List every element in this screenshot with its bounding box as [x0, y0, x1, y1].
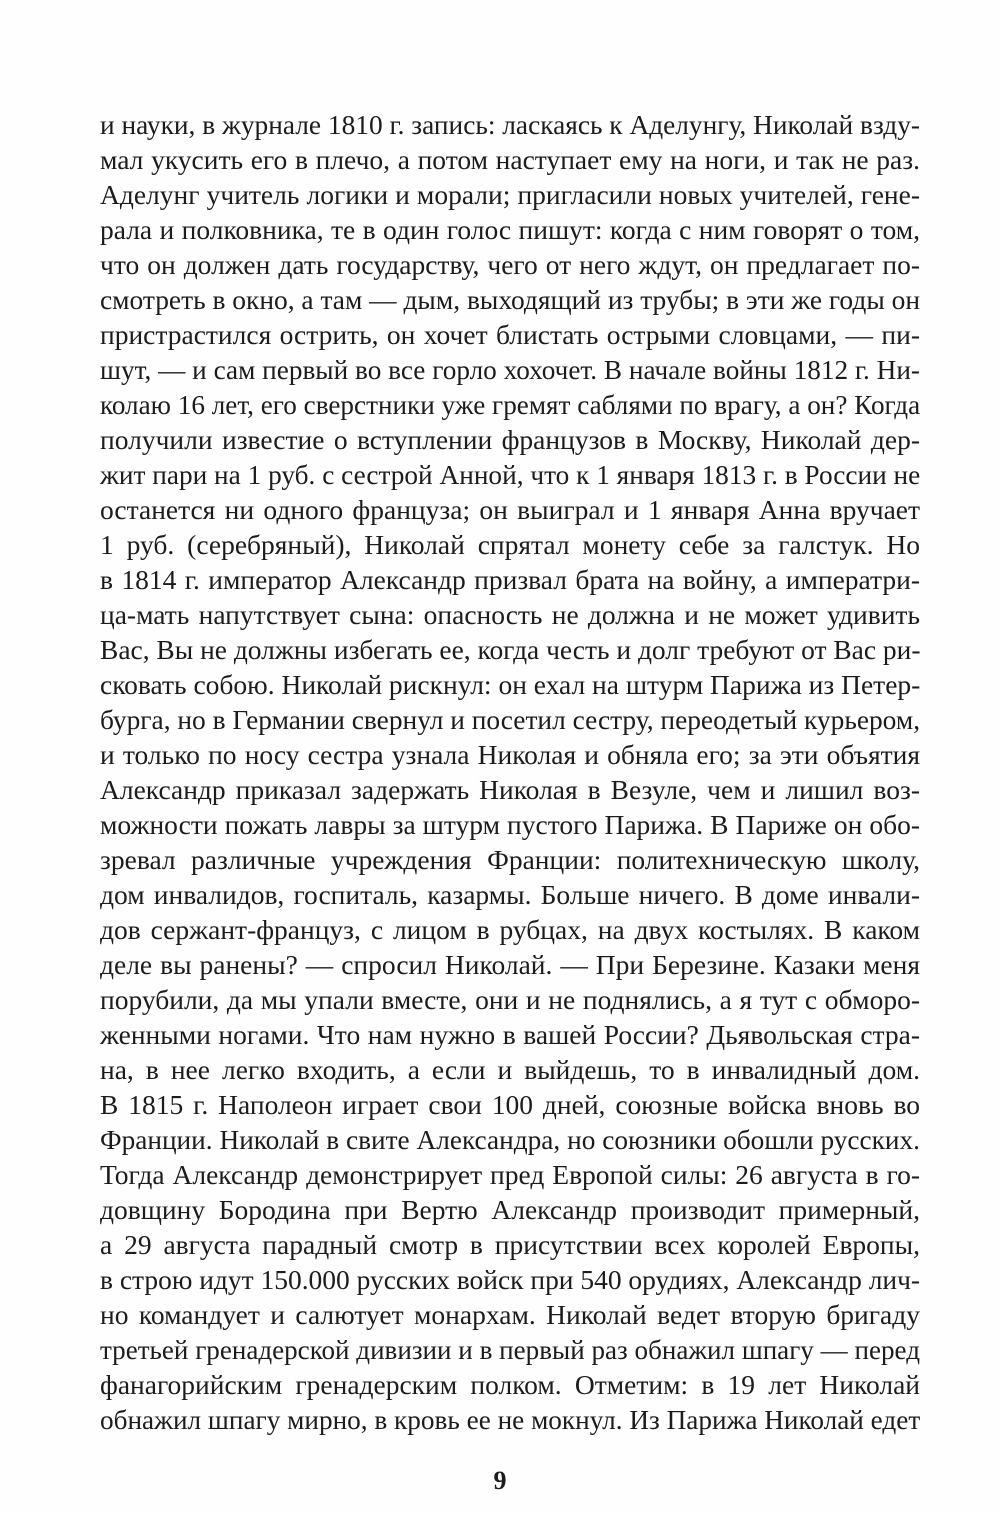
- text-line: смотреть в окно, а там — дым, выходящий из трубы; в эти же годы он: [100, 284, 921, 315]
- text-line: на, в нее легко входить, а если и выйдешь, то в инвалидный дом.: [100, 1054, 920, 1085]
- text-line: дов сержант-француз, с лицом в рубцах, на двух костылях. В каком: [100, 914, 920, 945]
- text-line: деле вы ранены? — спросил Николай. — При Березине. Казаки меня: [100, 949, 920, 980]
- text-line: порубили, да мы упали вместе, они и не поднялись, а я тут с обморо-: [100, 984, 920, 1015]
- text-line: пристрастился острить, он хочет блистать острыми словцами, — пи-: [100, 319, 920, 350]
- text-line: Александр приказал задержать Николая в Везуле, чем и лишил воз-: [100, 774, 920, 805]
- text-line: Аделунг учитель логики и морали; пригласили новых учителей, гене-: [100, 179, 920, 210]
- text-line: дом инвалидов, госпиталь, казармы. Больше ничего. В доме инвали-: [100, 879, 920, 910]
- text-line: женными ногами. Что нам нужно в вашей России? Дьявольская стра-: [100, 1019, 920, 1050]
- text-line: Тогда Александр демонстрирует пред Европой силы: 26 августа в го-: [100, 1159, 920, 1190]
- text-line: но командует и салютует монархам. Николай ведет вторую бригаду: [100, 1299, 920, 1330]
- text-line: получили известие о вступлении французов в Москву, Николай дер-: [100, 424, 920, 455]
- body-text: [100, 107, 920, 1437]
- text-line: рала и полковника, те в один голос пишут: когда с ним говорят о том,: [100, 214, 920, 245]
- text-line: жит пари на 1 руб. с сестрой Анной, что к 1 января 1813 г. в России не: [100, 459, 921, 490]
- text-line: и науки, в журнале 1810 г. запись: ласкаясь к Аделунгу, Николай взду-: [100, 109, 920, 140]
- text-line: мал укусить его в плечо, а потом наступает ему на ноги, и так не раз.: [100, 144, 920, 175]
- text-line: бурга, но в Германии свернул и посетил сестру, переодетый курьером,: [100, 704, 921, 735]
- text-line: а 29 августа парадный смотр в присутствии всех королей Европы,: [100, 1229, 920, 1260]
- text-line: и только по носу сестра узнала Николая и обняла его; за эти объятия: [100, 739, 920, 770]
- text-line: шут, — и сам первый во все горло хохочет. В начале войны 1812 г. Ни-: [100, 354, 920, 385]
- text-line: сковать собою. Николай рискнул: он ехал на штурм Парижа из Петер-: [100, 669, 921, 700]
- text-line: колаю 16 лет, его сверстники уже гремят саблями по врагу, а он? Когда: [100, 389, 921, 420]
- text-line: ца-мать напутствует сына: опасность не должна и не может удивить: [100, 599, 920, 630]
- text-line: довщину Бородина при Вертю Александр производит примерный,: [100, 1194, 920, 1225]
- text-line: можности пожать лавры за штурм пустого Парижа. В Париже он обо-: [100, 809, 920, 840]
- text-line: третьей гренадерской дивизии и в первый раз обнажил шпагу — перед: [100, 1334, 920, 1365]
- text-line: обнажил шпагу мирно, в кровь ее не мокнул. Из Парижа Николай едет: [100, 1404, 921, 1435]
- text-line: в строю идут 150.000 русских войск при 540 орудиях, Александр лич-: [100, 1264, 921, 1295]
- page-number: 9: [493, 1466, 507, 1495]
- text-line: что он должен дать государству, чего от него ждут, он предлагает по-: [100, 249, 920, 280]
- text-line: в 1814 г. император Александр призвал брата на войну, а императри-: [100, 564, 920, 595]
- text-line: фанагорийским гренадерским полком. Отметим: в 19 лет Николай: [100, 1369, 920, 1400]
- text-line: 1 руб. (серебряный), Николай спрятал монету себе за галстук. Но: [100, 529, 920, 560]
- text-line: Франции. Николай в свите Александра, но союзники обошли русских.: [100, 1124, 920, 1155]
- text-line: В 1815 г. Наполеон играет свои 100 дней, союзные войска вновь во: [100, 1089, 920, 1120]
- text-line: Вас, Вы не должны избегать ее, когда честь и долг требуют от Вас ри-: [100, 634, 921, 665]
- text-line: зревал различные учреждения Франции: политехническую школу,: [100, 844, 920, 875]
- text-line: останется ни одного француза; он выиграл и 1 января Анна вручает: [100, 494, 920, 525]
